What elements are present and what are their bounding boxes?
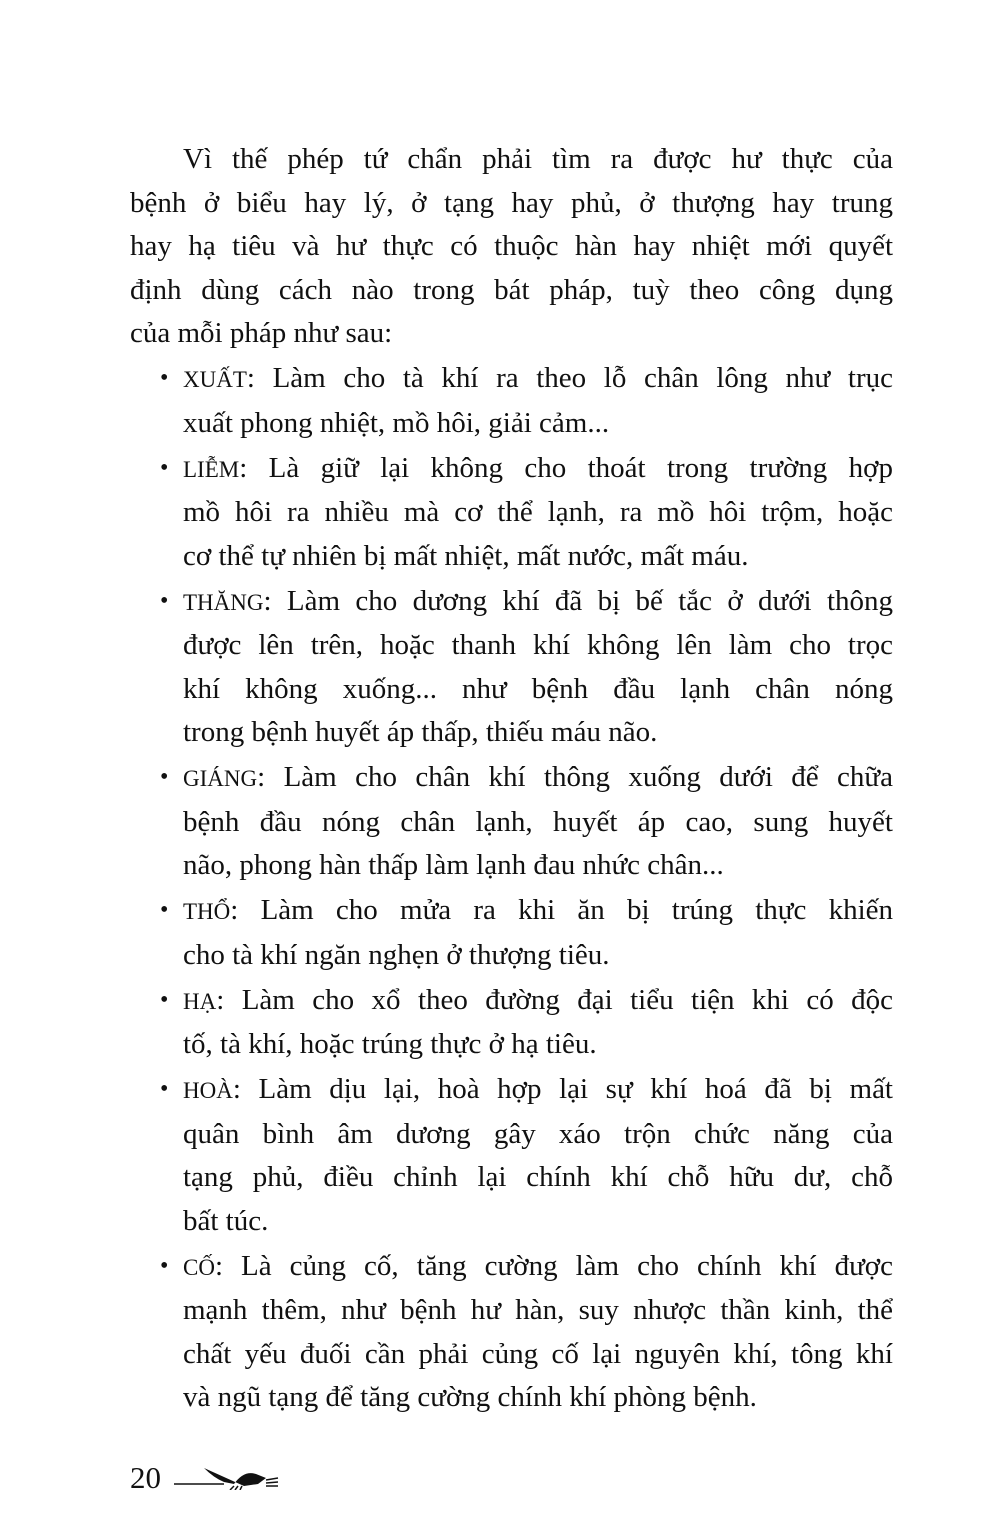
label-colon: : [230, 894, 261, 926]
text-line [183, 1068, 893, 1113]
text-line: mồ hôi ra nhiều mà cơ thể lạnh, ra mồ hôi trộm, hoặc [183, 496, 893, 528]
list-item [130, 447, 893, 579]
label-colon: : [246, 362, 273, 394]
method-label: CỐ [183, 1254, 215, 1280]
method-text: Là giữ lại không cho thoát trong trường hợp [268, 451, 893, 484]
bullet-icon: • [160, 764, 169, 790]
text-line: xuất phong nhiệt, mồ hôi, giải cảm... [183, 406, 610, 439]
label-colon: : [263, 584, 287, 617]
method-label: LIỄM [183, 456, 240, 482]
method-text: Làm cho dương khí đã bị bế tắc ở dưới thông [286, 584, 894, 617]
label-colon: : [257, 761, 284, 793]
bullet-icon: • [160, 365, 169, 391]
page-number: 20 [130, 1460, 161, 1495]
method-label: GIÁNG [183, 766, 258, 791]
list-item [130, 580, 893, 755]
method-list [130, 357, 893, 1420]
text-line [183, 889, 893, 934]
method-label: THỔ [183, 899, 231, 924]
text-line: Vì thế phép tứ chẩn phải tìm ra được hư thực của [183, 143, 893, 175]
text-line: não, phong hàn thấp làm lạnh đau nhức chân... [183, 849, 724, 881]
text-line: khí không xuống... như bệnh đầu lạnh chân nóng [183, 672, 893, 705]
list-item [130, 756, 893, 888]
method-label: THĂNG [183, 589, 264, 615]
label-colon: : [239, 451, 269, 484]
method-label: HẠ [183, 988, 217, 1014]
text-line [183, 580, 893, 625]
text-line: tố, tà khí, hoặc trúng thực ở hạ tiêu. [183, 1028, 597, 1060]
text-line: bất túc. [183, 1204, 269, 1237]
text-line: cơ thể tự nhiên bị mất nhiệt, mất nước, mất máu. [183, 539, 749, 572]
method-text: Làm cho tà khí ra theo lỗ chân lông như trục [272, 362, 893, 394]
method-text: Làm dịu lại, hoà hợp lại sự khí hoá đã bị mất [258, 1073, 893, 1105]
label-colon: : [214, 1249, 242, 1282]
method-text: Là củng cố, tăng cường làm cho chính khí được [241, 1249, 894, 1282]
list-item [130, 357, 893, 445]
bullet-icon: • [160, 454, 169, 481]
label-colon: : [232, 1073, 259, 1105]
text-line [183, 447, 893, 492]
text-line: hay hạ tiêu và hư thực có thuộc hàn hay nhiệt mới quyết [130, 230, 893, 262]
text-line [183, 357, 893, 402]
text-line: và ngũ tạng để tăng cường chính khí phòng bệnh. [183, 1381, 757, 1413]
bullet-icon: • [160, 1252, 169, 1279]
text-line: mạnh thêm, như bệnh hư hàn, suy nhược thần kinh, thể [183, 1294, 893, 1326]
bullet-icon: • [160, 587, 169, 614]
method-label: HOÀ [183, 1078, 233, 1103]
bullet-icon: • [160, 1076, 169, 1102]
text-line: chất yếu đuối cần phải củng cố lại nguyên khí, tông khí [183, 1337, 893, 1370]
text-line: tạng phủ, điều chỉnh lại chính khí chỗ hữu dư, chỗ [183, 1161, 893, 1193]
list-item [130, 889, 893, 977]
list-item [130, 1068, 893, 1243]
label-colon: : [216, 983, 242, 1016]
method-text: Làm cho xổ theo đường đại tiểu tiện khi có độc [241, 983, 893, 1016]
list-item [130, 979, 893, 1067]
bullet-icon: • [160, 986, 169, 1013]
text-line: bệnh đầu nóng chân lạnh, huyết áp cao, sung huyết [183, 805, 893, 838]
text-line: trong bệnh huyết áp thấp, thiếu máu não. [183, 716, 658, 748]
list-item [130, 1245, 893, 1420]
text-line: quân bình âm dương gây xáo trộn chức năng của [183, 1117, 893, 1150]
bullet-icon: • [160, 897, 169, 923]
method-text: Làm cho mửa ra khi ăn bị trúng thực khiến [260, 894, 893, 926]
ornament-icon [174, 1460, 284, 1490]
text-line: cho tà khí ngăn nghẹn ở thượng tiêu. [183, 938, 610, 971]
text-line [183, 1245, 893, 1290]
text-line: bệnh ở biểu hay lý, ở tạng hay phủ, ở thượng hay trung [130, 186, 893, 219]
intro-paragraph [130, 138, 893, 356]
text-line [183, 979, 893, 1024]
method-label: XUẤT [183, 367, 247, 392]
text-line [183, 756, 893, 801]
text-line: được lên trên, hoặc thanh khí không lên làm cho trọc [183, 629, 893, 661]
text-line: của mỗi pháp như sau: [130, 317, 393, 349]
page-body [130, 138, 893, 1420]
method-text: Làm cho chân khí thông xuống dưới để chữa [283, 761, 893, 793]
text-line: định dùng cách nào trong bát pháp, tuỳ theo công dụng [130, 273, 893, 306]
